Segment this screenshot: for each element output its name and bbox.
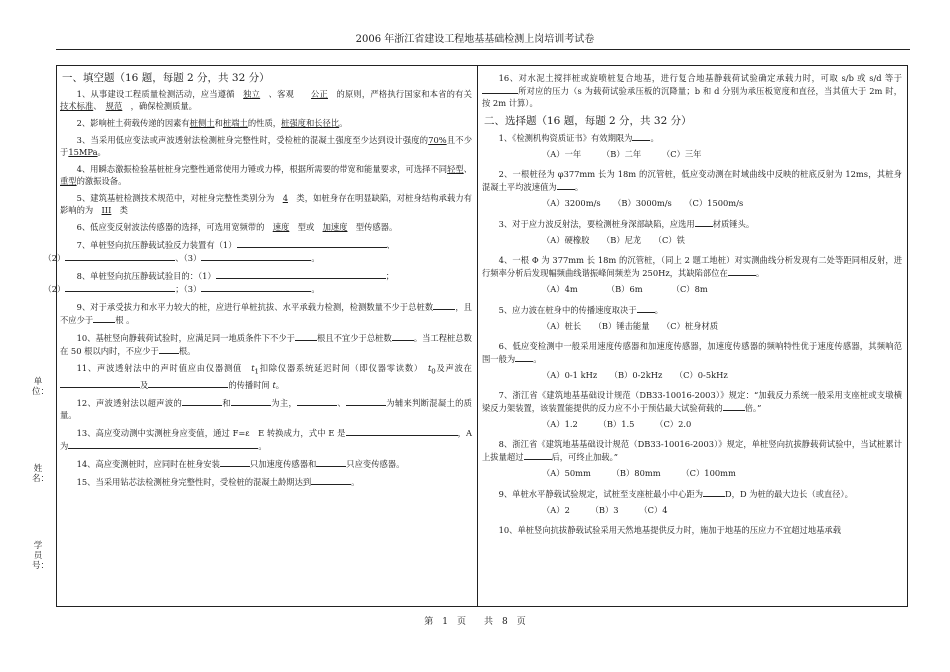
choice-4-options: （A）4m （B）6m （C）8m (542, 284, 708, 294)
question-13: 13、高应变动测中实测桩身应变值，通过 F=ε E 转换成力，式中 E 是 ，A 为 。 (60, 427, 472, 451)
answer-blank[interactable] (703, 487, 725, 497)
answer-blank[interactable] (237, 238, 387, 248)
answer-blank[interactable] (201, 282, 311, 292)
answer-blank[interactable] (482, 84, 518, 94)
question-16: 16、对水泥土搅拌桩或旋喷桩复合地基，进行复合地基静载荷试验确定承载力时，可取 s/b 或 s/d 等于所对应的压力（s 为载荷试验承压板的沉降量；b 和 d 分别为承压板宽度和直径，当其值大于 2m 时，按 2m 计算）。 (482, 73, 902, 108)
question-4: 4、用瞬态激振检验基桩桩身完整性通常使用力锤或力棒，根据所需要的带宽和能量要求，可选择不同轻型、重型的激振设备。 (60, 164, 472, 186)
choice-question-1: 1、《检测机构资质证书》有效期限为 。 (498, 133, 659, 143)
answer-blank[interactable] (182, 396, 222, 406)
exam-header-title: 2006 年浙江省建设工程地基基础检测上岗培训考试卷 (355, 34, 595, 45)
choice-question-10: 10、单桩竖向抗拔静载试验采用天然地基提供反力时，施加于地基的压应力不宜超过地基承载 (498, 525, 842, 535)
choice-6-options: （A）0-1 kHz （B）0-2kHz （C）0-5kHz (542, 370, 728, 380)
choice-9-options: （A）2 （B）3 （C）4 (542, 505, 668, 515)
choice-question-2: 2、一根桩径为 φ377mm 长为 18m 的沉管桩，低应变动测在时域曲线中反映的桩底反射为 12ms，其桩身混凝土平均波速值为 。 (482, 169, 902, 192)
choice-question-9: 9、单桩水平静载试验规定，试桩至支座桩最小中心距为 D，D 为桩的最大边长（或直径）。 (498, 489, 853, 499)
answer-blank[interactable] (201, 251, 311, 261)
answer-blank[interactable] (60, 378, 140, 388)
question-11: 11、声波透射法中的声时值应由仪器测值 $t_1$扣除仪器系统延迟时间（即仪器零读数） $t_0$及声波在及 的传播时间 t。 (60, 362, 472, 391)
answer-blank[interactable] (316, 457, 346, 467)
answer-blank[interactable] (728, 266, 756, 276)
choice-7-options: （A）1.2 （B）1.5 （C）2.0 (542, 419, 692, 429)
answer-blank[interactable] (65, 282, 175, 292)
page-number: 第 1 页 共 8 页 (424, 617, 526, 627)
choice-question-7: 7、浙江省《建筑地基基础设计规范（DB33-10016-2003）》规定：“加载反力系统一般采用支座桩或支墩横梁反力架装置，该装置能提供的反力应不小于预估最大试验荷载的 倍。” (482, 390, 902, 413)
answer-blank[interactable] (295, 331, 317, 341)
answer-blank[interactable] (557, 180, 575, 190)
question-2: 2、影响桩土荷载传递的因素有桩侧土和桩端土的性质，桩强度和长径比。 (76, 118, 348, 128)
answer-blank[interactable] (723, 401, 745, 411)
answer-blank[interactable] (148, 378, 228, 388)
question-10: 10、基桩竖向静载荷试验时，应满足同一地质条件下不少于 根且不宜少于总桩数 。当工程桩总数在 50 根以内时，不应少于 根。 (60, 333, 472, 356)
section-fill-in-title: 一、填空题（16 题，每题 2 分，共 32 分） (62, 72, 270, 84)
answer-blank[interactable] (346, 426, 458, 436)
answer-blank[interactable] (632, 131, 650, 141)
answer-blank[interactable] (220, 457, 250, 467)
header-rule (56, 49, 910, 50)
choice-2-options: （A）3200m/s （B）3000m/s （C）1500m/s (542, 198, 744, 208)
choice-question-4: 4、一根 Φ 为 377mm 长 18m 的沉管桩，（同上 2 题工地桩）对实测曲线分析发现有二处等距同相反射，进行频率分析后发现幅频曲线谐振峰间频差为 250Hz，其缺陷部位在 。 (482, 255, 902, 278)
answer-blank[interactable] (637, 303, 655, 313)
choice-8-options: （A）50mm （B）80mm （C）100mm (542, 468, 736, 478)
answer-blank[interactable] (231, 396, 271, 406)
question-6: 6、低应变反射波法传感器的选择，可选用宽频带的 速度 型或 加速度 型传感器。 (76, 222, 398, 232)
answer-blank[interactable] (216, 269, 386, 279)
question-1: 1、从事建设工程质量检测活动，应当遵循 独立 、客观 公正 的原则，严格执行国家和本省的有关 技术标准、 规范 ，确保检测质量。 (60, 89, 472, 111)
answer-blank[interactable] (297, 396, 337, 406)
question-15: 15、当采用钻芯法检测桩身完整性时，受检桩的混凝土龄期达到 。 (76, 476, 360, 487)
question-3: 3、当采用低应变法或声波透射法检测桩身完整性时，受检桩的混凝土强度至少达到设计强度的70%且不少于15MPa。 (60, 135, 472, 157)
side-label-name: 姓名： (32, 464, 50, 484)
right-column (482, 72, 902, 540)
question-5: 5、建筑基桩检测技术规范中，对桩身完整性类别分为 4 类，如桩身存在明显缺陷，对桩身结构承载力有影响的为 III 类 (60, 193, 472, 215)
answer-blank[interactable] (311, 475, 351, 485)
answer-blank[interactable] (524, 450, 552, 460)
choice-question-5: 5、应力波在桩身中的传播速度取决于 。 (498, 305, 663, 315)
choice-1-options: （A）一年 （B）二年 （C）三年 (542, 149, 702, 159)
answer-blank[interactable] (346, 396, 386, 406)
choice-question-3: 3、对于应力波反射法，要检测桩身深部缺陷，应选用 材质锤头。 (498, 219, 755, 229)
side-label-unit: 单位： (32, 377, 50, 397)
section-choice-title: 二、选择题（16 题，每题 2 分，共 32 分） (484, 115, 692, 127)
choice-5-options: （A）桩长 （B）锤击能量 （C）桩身材质 (542, 321, 719, 331)
question-7: 7、单桩竖向抗压静载试验反力装置有（1） 、 （2） 、（3） 。 (43, 240, 395, 263)
choice-question-6: 6、低应变检测中一般采用速度传感器和加速度传感器，加速度传感器的频响特性优于速度传感器，其频响范围一般为 。 (482, 341, 902, 364)
question-9: 9、对于承受拔力和水平力较大的桩，应进行单桩抗拔、水平承载力检测，检测数量不少于总桩数 ，且不应少于 根 。 (60, 302, 472, 325)
answer-blank[interactable] (68, 439, 258, 449)
question-8: 8、单桩竖向抗压静载试验目的：（1） ； （2） ；（3） 。 (43, 271, 395, 294)
answer-blank[interactable] (695, 217, 713, 227)
question-12: 12、声波透射法以超声波的 和 为主， 、 为辅来判断混凝土的质量。 (60, 397, 472, 420)
answer-blank[interactable] (65, 251, 175, 261)
answer-blank[interactable] (515, 352, 533, 362)
answer-blank[interactable] (392, 331, 414, 341)
answer-blank[interactable] (159, 344, 179, 354)
choice-3-options: （A）硬橡胶 （B）尼龙 （C）铁 (542, 235, 685, 245)
left-column (43, 72, 472, 493)
answer-blank[interactable] (433, 300, 455, 310)
column-divider (477, 65, 478, 607)
question-14: 14、高应变测桩时，应同时在桩身安装 只加速度传感器和 只应变传感器。 (76, 458, 405, 469)
choice-question-8: 8、浙江省《建筑地基基础设计规范（DB33-10016-2003）》规定，单桩竖向抗拔静载荷试验中，当试桩累计上拔量超过 后，可终止加载。” (482, 439, 902, 462)
side-label-student-id: 学员号： (32, 541, 50, 571)
answer-blank[interactable] (93, 313, 115, 323)
